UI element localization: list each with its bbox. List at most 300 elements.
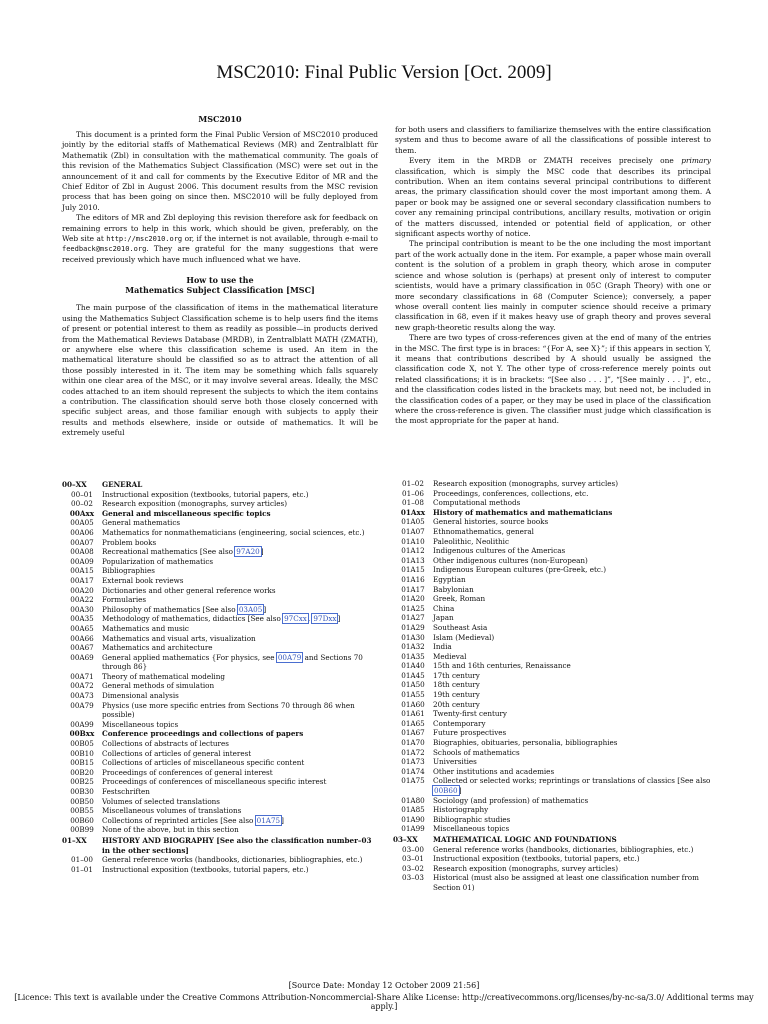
classification-entry	[62, 749, 380, 759]
msc-description	[433, 824, 711, 834]
classification-entry	[393, 585, 711, 595]
msc-description-text: Collections of reprinted articles [See also	[102, 815, 256, 825]
msc-description-text: Mathematics and visual arts, visualization	[102, 633, 256, 643]
msc-code: 01A74	[401, 766, 425, 776]
page-title: MSC2010: Final Public Version [Oct. 2009]	[216, 62, 552, 83]
classification-entry	[62, 653, 380, 672]
msc-description-text: Philosophy of mathematics [See also	[102, 604, 238, 614]
msc-description	[102, 768, 380, 778]
msc-description	[102, 624, 380, 634]
msc-code: 00A69	[70, 652, 94, 662]
msc-code: 00Bxx	[69, 729, 95, 739]
msc-description-text: Islam (Medieval)	[433, 632, 495, 642]
msc-code: 03–00	[402, 844, 424, 854]
classification-entry	[62, 634, 380, 644]
msc-code: 00B20	[70, 767, 94, 777]
msc-code: 00A79	[70, 700, 94, 710]
msc-code: 01A55	[401, 690, 425, 700]
msc-description	[433, 680, 711, 690]
classification-entry	[393, 767, 711, 777]
msc-description-text: Recreational mathematics [See also	[102, 547, 236, 557]
msc-description	[102, 729, 380, 739]
classification-entry	[393, 776, 711, 795]
msc-code: 00–02	[71, 499, 93, 509]
msc-description-text: Japan	[433, 613, 454, 623]
website-link[interactable]: http://msc2010.org	[106, 235, 183, 244]
msc-description	[433, 805, 711, 815]
msc-description	[433, 517, 711, 527]
msc-description	[433, 537, 711, 547]
classification-entry	[62, 787, 380, 797]
feedback-email-link[interactable]: feedback@msc2010.org	[62, 245, 147, 254]
msc-description	[433, 873, 711, 892]
msc-description-text: Festschriften	[102, 787, 150, 796]
msc-description	[102, 749, 380, 759]
msc-description-text: Collected or selected works; reprintings or translations of classics [See also	[433, 776, 711, 786]
classification-entry	[393, 604, 711, 614]
msc-code: 01A10	[401, 536, 425, 546]
classification-entry	[62, 777, 380, 787]
msc-description	[433, 709, 711, 719]
msc-code: 01A17	[401, 584, 425, 594]
source-date: [Source Date: Monday 12 October 2009 21:56]	[288, 981, 480, 990]
msc-description-text: Ethnomathematics, general	[433, 526, 534, 536]
msc-code: 01A50	[401, 680, 425, 690]
msc-code: 03–02	[402, 863, 424, 873]
classification-entry	[393, 594, 711, 604]
classification-entry	[393, 661, 711, 671]
msc-description	[102, 576, 380, 586]
classification-entry	[393, 479, 711, 489]
intro-left-column	[62, 110, 378, 439]
msc-description	[433, 604, 711, 614]
msc-code: 00B05	[70, 739, 94, 749]
right-paragraph-2-text: classification, which is simply the MSC code that describes its principal contribution. When an item contains several principal contributions to different areas, the primary classification should cover the most important among them. A paper or book may be assigned one or several secondary classification numbers to cover any remaining principal contributions, ancillary results, motivation or origin of the matters discussed, intended or potential field of application, or other significant aspects worthy of notice.	[395, 166, 711, 239]
msc-description	[102, 509, 380, 519]
msc-code: 01A13	[401, 555, 425, 565]
msc-description-text: Biographies, obituaries, personalia, bibliographies	[433, 738, 618, 748]
msc-description-text: Schools of mathematics	[433, 747, 520, 757]
msc-code: 01–01	[71, 864, 93, 874]
msc-description	[102, 787, 380, 797]
classification-entry	[62, 605, 380, 615]
msc-description	[102, 836, 380, 855]
msc-description	[433, 671, 711, 681]
msc-code: 03–XX	[393, 834, 418, 844]
msc-description-text: Conference proceedings and collections of papers	[102, 729, 304, 739]
msc-code: 01–06	[402, 488, 424, 498]
cross-reference-link[interactable]: 97Dxx	[313, 614, 337, 624]
msc-description-text: 19th century	[433, 690, 480, 700]
msc-code: 01A85	[401, 805, 425, 815]
msc-description	[433, 623, 711, 633]
classification-entry	[62, 797, 380, 807]
msc-code: 00A15	[70, 566, 94, 576]
msc-code: 00–XX	[62, 480, 87, 489]
msc-code: 01Axx	[400, 507, 426, 517]
msc-code: 01A80	[401, 795, 425, 805]
cross-reference-link[interactable]: 00B60	[434, 786, 458, 795]
classification-entry	[393, 613, 711, 623]
msc-description	[433, 661, 711, 671]
msc-description-text: ]	[458, 786, 462, 795]
msc-code: 01A12	[401, 546, 425, 556]
msc-description-text: Universities	[433, 757, 477, 767]
msc-description	[433, 489, 711, 499]
classification-entry	[62, 681, 380, 691]
msc-description-text: Collections of abstracts of lectures	[102, 739, 229, 749]
classification-entry	[62, 643, 380, 653]
msc-description	[433, 690, 711, 700]
msc-description	[102, 480, 380, 490]
msc-description-text: 20th century	[433, 699, 480, 709]
classification-entry	[393, 498, 711, 508]
cross-reference-link[interactable]: 00A79	[277, 652, 302, 662]
licence-notice: [Licence: This text is available under the Creative Commons Attribution-Noncommercial-Share Alike License: http://creativecommons.org/licenses/by-nc-sa/3.0/ Additional terms may apply.]	[14, 993, 754, 1011]
cross-reference-link[interactable]: 01A75	[256, 815, 281, 825]
msc-description-text: 15th and 16th centuries, Renaissance	[433, 661, 571, 671]
classification-entry	[393, 680, 711, 690]
classification-entry	[62, 691, 380, 701]
right-paragraph-1: for both users and classifiers to familiarize themselves with the entire classification system and thus to become aware of all the classifications of possible interest to them.	[395, 125, 711, 155]
msc-description-text: Miscellaneous topics	[102, 719, 179, 729]
classification-entry	[62, 624, 380, 634]
msc-code: 00A73	[70, 691, 94, 701]
msc-description	[102, 528, 380, 538]
classification-entry	[62, 586, 380, 596]
msc-description	[433, 796, 711, 806]
msc-description	[433, 748, 711, 758]
msc-code: 01A72	[401, 747, 425, 757]
classification-entry	[62, 557, 380, 567]
msc-description	[102, 643, 380, 653]
msc-description	[102, 855, 380, 865]
msc-description-text: Proceedings of conferences of general interest	[102, 767, 273, 777]
classification-entry	[62, 758, 380, 768]
cross-reference-link[interactable]: 97Cxx	[284, 614, 307, 624]
msc-description	[433, 815, 711, 825]
classification-entry	[393, 805, 711, 815]
msc-description-text: Theory of mathematical modeling	[102, 671, 225, 681]
msc-code: 01A45	[401, 670, 425, 680]
msc-description	[433, 700, 711, 710]
msc-description	[433, 845, 711, 855]
intro-paragraph-1: This document is a printed form the Final Public Version of MSC2010 produced jointly by the editorial staffs of Mathematical Reviews (MR) and Zentralblatt für Mathematik (Zbl) in consultation with the mathematical community. The goals of this revision of the Mathematics Subject Classification (MSC) were set out in the announcement of it and call for comments by the Executive Editor of MR and the Chief Editor of Zbl in August 2006. This document results from the MSC revision process that has been going on since then. MSC2010 will be fully deployed from July 2010.	[62, 130, 378, 212]
right-paragraph-2	[395, 156, 711, 239]
msc-code: 00A67	[70, 643, 94, 653]
msc-description	[102, 777, 380, 787]
msc-description-text: ]	[337, 614, 341, 624]
msc-description-text: Indigenous cultures of the Americas	[433, 546, 566, 556]
classification-entry	[62, 806, 380, 816]
msc-code: 00A08	[70, 547, 94, 557]
msc-description-text: Physics (use more specific entries from Sections 70 through 86 when possible)	[102, 700, 355, 720]
msc-code: 03–01	[402, 854, 424, 864]
msc-description-text: Problem books	[102, 537, 157, 547]
intro-paragraph-2-text: . They are grateful for the many suggestions that were received previously which have much influenced what we have.	[62, 244, 378, 264]
msc-code: 00A72	[70, 681, 94, 691]
classification-entry	[62, 480, 380, 490]
msc-description-text: Medieval	[433, 651, 467, 661]
msc-code: 00B50	[70, 796, 94, 806]
msc-description	[102, 681, 380, 691]
classification-entry	[393, 527, 711, 537]
right-paragraph-2-text: Every item in the MRDB or ZMATH receives precisely one	[409, 156, 674, 166]
classification-entry	[62, 499, 380, 509]
msc-description-text: Southeast Asia	[433, 622, 488, 632]
classification-entry	[393, 757, 711, 767]
msc-code: 01A07	[401, 526, 425, 536]
msc-description	[433, 633, 711, 643]
msc-description-text: Dictionaries and other general reference works	[102, 585, 276, 595]
msc-description-text: Research exposition (monographs, survey articles)	[102, 499, 288, 509]
msc-code: 01A05	[401, 517, 425, 527]
msc-description-text: General applied mathematics {For physics, see	[102, 652, 277, 662]
classification-entry	[393, 873, 711, 892]
msc-description-text: None of the above, but in this section	[102, 825, 239, 835]
classification-entry	[393, 824, 711, 834]
msc-description-text: Miscellaneous volumes of translations	[102, 806, 242, 816]
classification-entry	[62, 614, 380, 624]
msc-code: 01A67	[401, 728, 425, 738]
classification-entry	[393, 556, 711, 566]
msc-description	[102, 595, 380, 605]
msc-code: 01A65	[401, 718, 425, 728]
msc-description-text: and Sections 70 through 86}	[102, 652, 363, 672]
classification-entry	[393, 489, 711, 499]
howto-heading-line2: Mathematics Subject Classification [MSC]	[125, 285, 315, 296]
msc-description-text: ]	[260, 547, 264, 557]
msc-description-text: GENERAL	[102, 480, 143, 489]
msc-description-text: Proceedings, conferences, collections, etc.	[433, 488, 589, 498]
msc-description	[433, 556, 711, 566]
msc-description-text: General histories, source books	[433, 517, 549, 527]
classification-entry	[393, 748, 711, 758]
msc-code: 00A30	[70, 604, 94, 614]
msc-code: 01A16	[401, 574, 425, 584]
msc-description	[433, 652, 711, 662]
msc-description-text: Methodology of mathematics, didactics [See also	[102, 614, 284, 624]
msc-description-text: Dimensional analysis	[102, 691, 179, 701]
msc-code: 01–02	[402, 479, 424, 488]
msc-description	[433, 767, 711, 777]
classification-entry	[393, 537, 711, 547]
classification-entry	[62, 720, 380, 730]
classification-entry	[62, 729, 380, 739]
classification-entry	[393, 517, 711, 527]
msc-description	[102, 797, 380, 807]
classification-entry	[393, 709, 711, 719]
classification-list-right	[393, 479, 711, 893]
classification-entry	[393, 719, 711, 729]
right-paragraph-4: There are two types of cross-references given at the end of many of the entries in the MSC. The first type is in braces: “{For A, see X}”; if this appears in section Y, it means that contributions described by A should usually be assigned the classification code X, not Y. The other type of cross-reference merely points out related classifications; it is in brackets: “[See also . . . ]”, “[See mainly . . . ]”, etc., and the classification codes listed in the brackets may, but need not, be included in the classification codes of a paper, or they may be used in place of the classification where the cross-reference is given. The classifier must judge which classification is the most appropriate for the paper at hand.	[395, 333, 711, 426]
msc-code: 01–08	[402, 498, 424, 508]
msc-description	[433, 835, 711, 845]
intro-paragraph-2	[62, 213, 378, 265]
classification-entry	[62, 576, 380, 586]
msc-description	[102, 739, 380, 749]
msc-code: 01A99	[401, 824, 425, 834]
msc-description-text: Other institutions and academies	[433, 766, 555, 776]
msc-description-text: Historiography	[433, 805, 489, 815]
msc-description	[433, 642, 711, 652]
msc-description-text: General reference works (handbooks, dictionaries, bibliographies, etc.)	[433, 844, 694, 854]
msc-description-text: Future prospectives	[433, 728, 507, 738]
msc-code: 01A90	[401, 814, 425, 824]
msc-code: 01A25	[401, 603, 425, 613]
msc-description	[433, 738, 711, 748]
msc-description	[433, 527, 711, 537]
classification-entry	[393, 738, 711, 748]
msc-code: 00A35	[70, 614, 94, 624]
msc-code: 00B10	[70, 748, 94, 758]
intro-right-column	[395, 125, 711, 427]
msc-code: 00A22	[70, 595, 94, 605]
msc-description-text: Babylonian	[433, 584, 474, 594]
msc-description-text: Instructional exposition (textbooks, tutorial papers, etc.)	[433, 854, 640, 864]
msc-code: 01A27	[401, 613, 425, 623]
msc-description	[102, 806, 380, 816]
msc-description	[102, 701, 380, 720]
msc-description-text: Popularization of mathematics	[102, 556, 214, 566]
msc-code: 00B55	[70, 806, 94, 816]
msc-code: 00A71	[70, 671, 94, 681]
msc-description-text: Computational methods	[433, 498, 521, 508]
msc-description	[102, 720, 380, 730]
msc-code: 01–00	[71, 855, 93, 865]
msc-code: 01A30	[401, 632, 425, 642]
classification-entry	[62, 739, 380, 749]
msc-description-text: 18th century	[433, 680, 480, 690]
msc-code: 01A73	[401, 757, 425, 767]
msc-description	[433, 594, 711, 604]
classification-entry	[62, 509, 380, 519]
msc-code: 00B99	[70, 825, 94, 835]
msc-code: 01A70	[401, 738, 425, 748]
msc-description	[433, 585, 711, 595]
msc-description-text: Twenty-first century	[433, 709, 507, 719]
classification-entry	[62, 528, 380, 538]
msc-code: 00–01	[71, 489, 93, 499]
howto-heading-line1: How to use the	[186, 275, 254, 286]
msc-description-text: Volumes of selected translations	[102, 796, 220, 806]
msc-description-text: External book reviews	[102, 575, 184, 585]
msc-code: 00A05	[70, 518, 94, 528]
msc-code: 01A60	[401, 699, 425, 709]
msc-description	[102, 566, 380, 576]
msc-description-text: MATHEMATICAL LOGIC AND FOUNDATIONS	[433, 834, 617, 844]
msc-description	[102, 672, 380, 682]
classification-entry	[62, 768, 380, 778]
msc-description	[433, 498, 711, 508]
classification-entry	[62, 538, 380, 548]
right-paragraph-3: The principal contribution is meant to be the one including the most important part of the work actually done in the item. For example, a paper whose main overall content is the solution of a problem in graph theory, which arose in computer science and whose solution is (perhaps) at present only of interest to computer scientists, would have a primary classification in 05C (Graph Theory) with one or more secondary classifications in 68 (Computer Science); conversely, a paper whose overall content lies mainly in computer science should receive a primary classification in 68, even if it makes heavy use of graph theory and proves several new graph-theoretic results along the way.	[395, 239, 711, 332]
msc-description-text: 17th century	[433, 670, 480, 680]
classification-entry	[62, 566, 380, 576]
classification-entry	[393, 642, 711, 652]
msc-description-text: Miscellaneous topics	[433, 824, 510, 834]
classification-entry	[62, 672, 380, 682]
msc-description-text: General reference works (handbooks, dictionaries, bibliographies, etc.)	[102, 855, 363, 865]
cross-reference-link[interactable]: 97A20	[236, 547, 260, 557]
msc-code: 01–XX	[62, 835, 87, 845]
msc-code: 00B25	[70, 777, 94, 787]
classification-entry	[393, 845, 711, 855]
msc-description-text: ]	[263, 604, 267, 614]
msc-description	[102, 653, 380, 672]
msc-description-text: ,	[307, 614, 313, 624]
classification-entry	[62, 595, 380, 605]
msc-code: 00B30	[70, 787, 94, 796]
msc-description-text: Mathematics for nonmathematicians (engineering, social sciences, etc.)	[102, 527, 365, 537]
msc-description-text: Research exposition (monographs, survey articles)	[433, 863, 619, 873]
classification-entry	[393, 546, 711, 556]
classification-entry	[393, 575, 711, 585]
primary-emphasis: primary	[681, 156, 711, 166]
msc-code: 00B60	[70, 815, 94, 825]
msc-description-text: Collections of articles of miscellaneous specific content	[102, 758, 305, 768]
msc-description-text: Egyptian	[433, 574, 466, 584]
classification-entry	[393, 835, 711, 845]
classification-entry	[62, 701, 380, 720]
msc-description-text: Paleolithic, Neolithic	[433, 536, 509, 546]
msc-description-text: HISTORY AND BIOGRAPHY [See also the classification number–03 in the other sections]	[102, 835, 372, 855]
msc-description	[102, 518, 380, 528]
classification-entry	[62, 490, 380, 500]
msc-description	[433, 719, 711, 729]
msc-code: 01A61	[401, 709, 425, 719]
msc-description	[102, 557, 380, 567]
classification-entry	[62, 816, 380, 826]
msc-description	[102, 758, 380, 768]
classification-list-left	[62, 479, 380, 874]
msc-code: 00A65	[70, 623, 94, 633]
msc-description-text: ]	[281, 815, 284, 825]
msc-description-text: Greek, Roman	[433, 594, 486, 604]
msc-description	[102, 691, 380, 701]
msc-description	[433, 508, 711, 518]
msc-code: 00A07	[70, 537, 94, 547]
msc-description	[433, 757, 711, 767]
msc-description-text: General mathematics	[102, 518, 181, 528]
msc-description	[102, 614, 380, 624]
msc-code: 00A66	[70, 633, 94, 643]
msc-code: 01A35	[401, 651, 425, 661]
msc-description-text: Other indigenous cultures (non-European)	[433, 555, 588, 565]
classification-entry	[393, 671, 711, 681]
intro-paragraph-2-text: or, if the internet is not available, through e-mail to	[184, 234, 378, 244]
classification-entry	[62, 518, 380, 528]
msc-description	[433, 546, 711, 556]
msc-description-text: Bibliographies	[102, 566, 155, 576]
classification-entry	[62, 865, 380, 875]
msc-code: 01A29	[401, 622, 425, 632]
section-heading: MSC2010	[198, 114, 242, 124]
msc-description-text: India	[433, 642, 452, 652]
cross-reference-link[interactable]: 03A05	[238, 604, 263, 614]
msc-description	[102, 865, 380, 875]
classification-entry	[393, 633, 711, 643]
msc-description-text: Collections of articles of general interest	[102, 748, 252, 758]
intro-paragraph-2-text: The editors of MR and Zbl deploying this revision therefore ask for feedback on remaining errors to help in this work, which should be given, preferably, on the Web site at	[62, 213, 378, 244]
msc-description	[433, 728, 711, 738]
msc-code: 00A99	[70, 719, 94, 729]
msc-description-text: Historical (must also be assigned at least one classification number from Section 01)	[433, 873, 699, 892]
msc-description	[102, 816, 380, 826]
classification-entry	[393, 864, 711, 874]
classification-entry	[393, 854, 711, 864]
msc-description	[433, 776, 711, 795]
